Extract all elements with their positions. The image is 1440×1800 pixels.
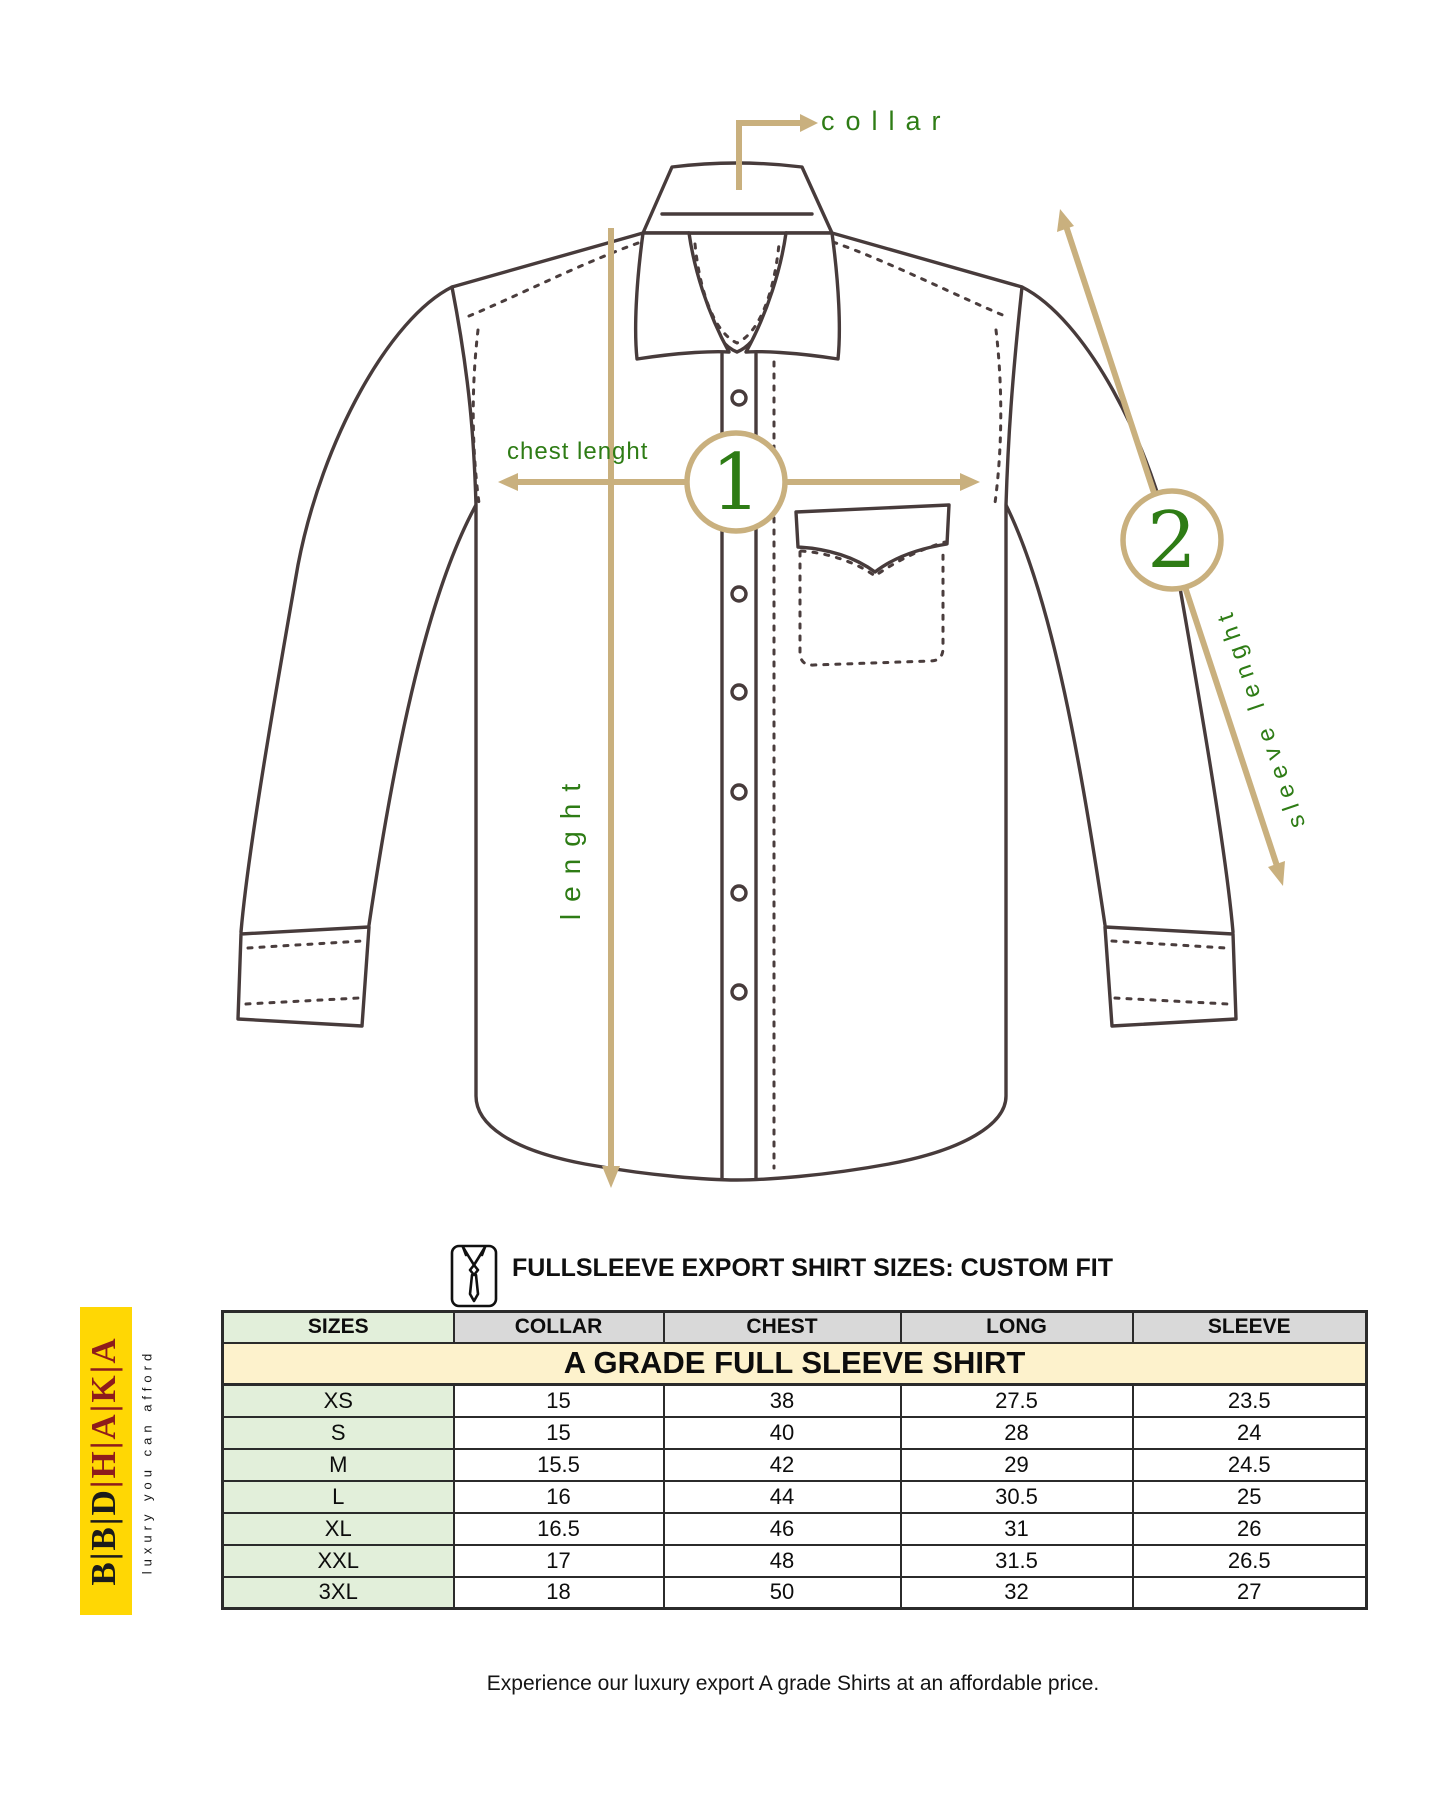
- left-cuff: [238, 927, 369, 1026]
- value-cell: 48: [664, 1545, 901, 1577]
- value-cell: 44: [664, 1481, 901, 1513]
- length-label: lenght: [555, 771, 586, 921]
- col-header-long: LONG: [901, 1312, 1133, 1343]
- table-row: [223, 1481, 1367, 1513]
- table-title-row: [223, 1343, 1367, 1385]
- col-header-collar: COLLAR: [454, 1312, 664, 1343]
- value-cell: 24: [1133, 1417, 1367, 1449]
- size-table: [221, 1310, 1368, 1610]
- table-row: [223, 1417, 1367, 1449]
- size-cell: M: [223, 1449, 454, 1481]
- shirt-tie-icon: [449, 1242, 499, 1310]
- size-table-body: [223, 1385, 1367, 1609]
- value-cell: 31.5: [901, 1545, 1133, 1577]
- chest-length-label: chest lenght: [507, 438, 649, 465]
- value-cell: 50: [664, 1577, 901, 1609]
- col-header-chest: CHEST: [664, 1312, 901, 1343]
- value-cell: 17: [454, 1545, 664, 1577]
- marker-1-digit: 1: [711, 438, 761, 528]
- value-cell: 23.5: [1133, 1385, 1367, 1417]
- value-cell: 30.5: [901, 1481, 1133, 1513]
- value-cell: 16: [454, 1481, 664, 1513]
- size-cell: XL: [223, 1513, 454, 1545]
- value-cell: 32: [901, 1577, 1133, 1609]
- value-cell: 46: [664, 1513, 901, 1545]
- value-cell: 26: [1133, 1513, 1367, 1545]
- sleeve-length-label: sleeve lenght: [1209, 603, 1312, 832]
- value-cell: 27: [1133, 1577, 1367, 1609]
- value-cell: 28: [901, 1417, 1133, 1449]
- left-sleeve: [241, 287, 476, 932]
- col-header-sizes: SIZES: [223, 1312, 454, 1343]
- size-cell: S: [223, 1417, 454, 1449]
- caption-title: FULLSLEEVE EXPORT SHIRT SIZES: CUSTOM FIT: [512, 1254, 1113, 1282]
- value-cell: 29: [901, 1449, 1133, 1481]
- marker-1: [687, 433, 785, 531]
- value-cell: 18: [454, 1577, 664, 1609]
- value-cell: 15: [454, 1417, 664, 1449]
- value-cell: 26.5: [1133, 1545, 1367, 1577]
- collar-label: collar: [821, 106, 952, 136]
- value-cell: 16.5: [454, 1513, 664, 1545]
- table-header-row: [223, 1312, 1367, 1343]
- value-cell: 25: [1133, 1481, 1367, 1513]
- logo-letters: B|B|D: [84, 1488, 123, 1586]
- table-row: [223, 1545, 1367, 1577]
- logo-letters: |H|A|K|A: [84, 1336, 123, 1489]
- table-row: [223, 1385, 1367, 1417]
- size-cell: 3XL: [223, 1577, 454, 1609]
- value-cell: 15.5: [454, 1449, 664, 1481]
- table-title: A GRADE FULL SLEEVE SHIRT: [223, 1343, 1367, 1385]
- value-cell: 38: [664, 1385, 901, 1417]
- value-cell: 15: [454, 1385, 664, 1417]
- table-row: [223, 1513, 1367, 1545]
- value-cell: 42: [664, 1449, 901, 1481]
- col-header-sleeve: SLEEVE: [1133, 1312, 1367, 1343]
- value-cell: 40: [664, 1417, 901, 1449]
- shirt-body: [452, 233, 1022, 1180]
- value-cell: 27.5: [901, 1385, 1133, 1417]
- size-cell: XS: [223, 1385, 454, 1417]
- footer-text: Experience our luxury export A grade Shirts at an affordable price.: [486, 1672, 1100, 1695]
- size-cell: L: [223, 1481, 454, 1513]
- table-row: [223, 1577, 1367, 1609]
- logo-text: [84, 1296, 128, 1626]
- size-cell: XXL: [223, 1545, 454, 1577]
- marker-2-digit: 2: [1147, 496, 1197, 586]
- logo-tagline: luxury you can afford: [139, 1348, 155, 1575]
- value-cell: 24.5: [1133, 1449, 1367, 1481]
- value-cell: 31: [901, 1513, 1133, 1545]
- table-row: [223, 1449, 1367, 1481]
